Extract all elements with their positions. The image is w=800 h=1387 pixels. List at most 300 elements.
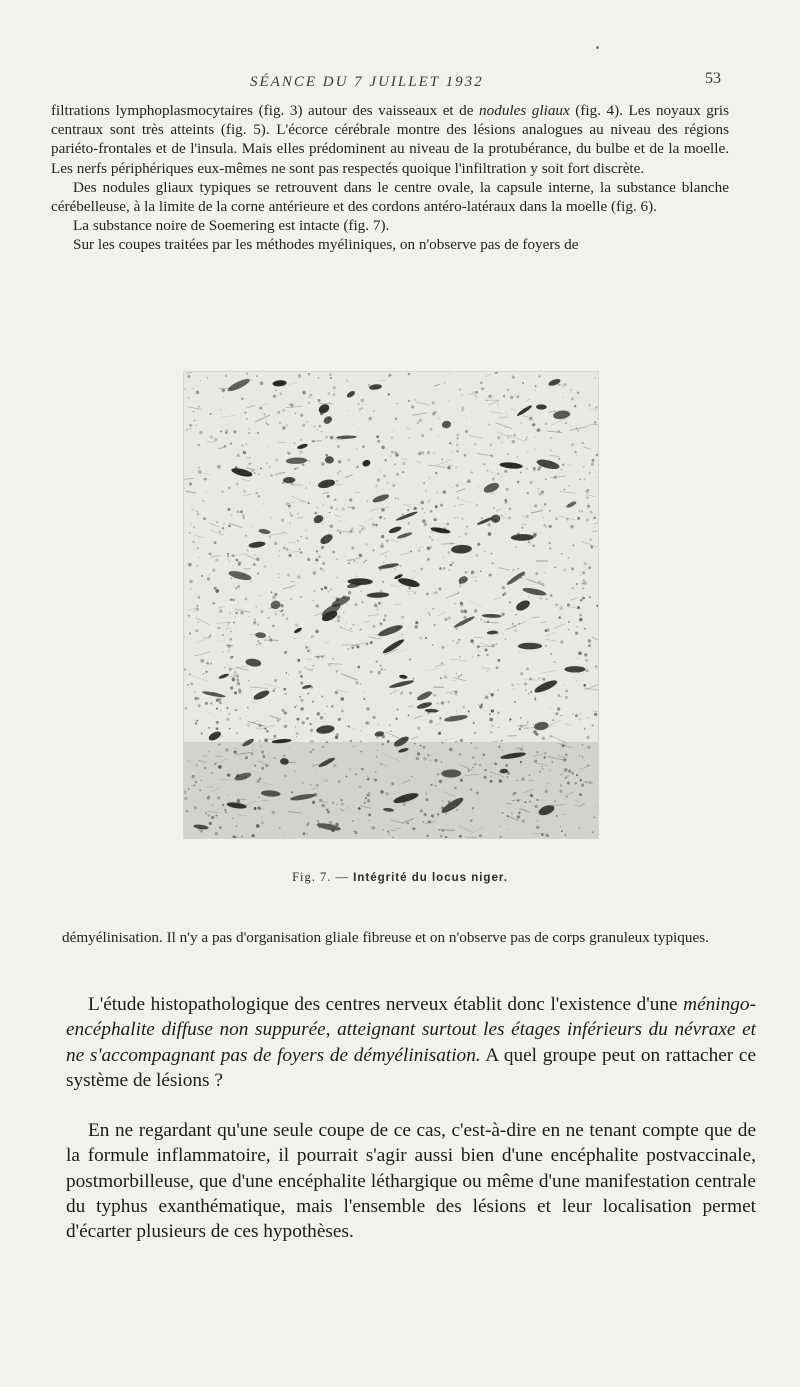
tissue-speck xyxy=(429,720,433,724)
tissue-speck xyxy=(385,555,387,557)
tissue-speck xyxy=(574,451,576,453)
tissue-speck xyxy=(230,598,233,601)
tissue-speck xyxy=(560,640,563,643)
tissue-speck xyxy=(271,517,273,519)
tissue-speck xyxy=(391,437,393,439)
tissue-speck xyxy=(428,612,430,614)
tissue-speck xyxy=(392,484,395,487)
tissue-speck xyxy=(320,716,324,720)
tissue-speck xyxy=(510,396,514,400)
tissue-speck xyxy=(441,458,443,460)
tissue-speck xyxy=(229,612,231,614)
tissue-speck xyxy=(365,543,368,546)
tissue-speck xyxy=(297,659,300,662)
tissue-speck xyxy=(283,688,286,691)
tissue-speck xyxy=(302,424,306,428)
tissue-speck xyxy=(337,472,339,474)
tissue-speck xyxy=(397,498,398,499)
tissue-speck xyxy=(248,616,249,617)
tissue-speck xyxy=(220,710,221,711)
tissue-speck xyxy=(550,735,553,738)
tissue-speck xyxy=(264,565,267,568)
tissue-speck xyxy=(266,730,269,733)
tissue-speck xyxy=(561,715,563,717)
tissue-speck xyxy=(480,381,483,384)
tissue-speck xyxy=(308,373,311,376)
tissue-speck xyxy=(522,382,524,384)
tissue-speck xyxy=(343,740,344,741)
tissue-speck xyxy=(384,459,386,461)
tissue-speck xyxy=(582,597,585,600)
tissue-speck xyxy=(588,566,591,569)
tissue-speck xyxy=(525,689,527,691)
tissue-speck xyxy=(315,558,318,561)
tissue-speck xyxy=(540,598,542,600)
tissue-speck xyxy=(389,724,391,726)
tissue-speck xyxy=(230,656,233,659)
tissue-speck xyxy=(184,707,187,710)
tissue-speck xyxy=(192,388,193,389)
tissue-speck xyxy=(321,695,323,697)
tissue-speck xyxy=(587,505,590,508)
text-segment: A quel groupe peut on rattacher ce système de lésions ? xyxy=(66,1044,757,1091)
tissue-speck xyxy=(386,539,389,542)
tissue-speck xyxy=(554,566,556,568)
tissue-speck xyxy=(502,594,504,596)
tissue-speck xyxy=(260,595,261,596)
tissue-speck xyxy=(562,386,564,388)
tissue-speck xyxy=(520,717,522,719)
tissue-speck xyxy=(308,402,310,404)
tissue-speck xyxy=(580,599,582,601)
tissue-speck xyxy=(280,392,283,395)
tissue-speck xyxy=(322,523,324,525)
tissue-speck xyxy=(568,629,569,630)
tissue-speck xyxy=(534,504,537,507)
tissue-speck xyxy=(361,399,365,403)
tissue-speck xyxy=(348,562,350,564)
tissue-speck xyxy=(196,391,198,393)
tissue-speck xyxy=(402,462,405,465)
tissue-speck xyxy=(206,662,209,665)
tissue-speck xyxy=(390,456,391,457)
tissue-speck xyxy=(498,727,499,728)
tissue-speck xyxy=(417,727,420,730)
tissue-speck xyxy=(197,697,200,700)
tissue-speck xyxy=(300,675,303,678)
tissue-speck xyxy=(570,389,572,391)
tissue-speck xyxy=(457,437,459,439)
tissue-speck xyxy=(314,512,317,515)
tissue-speck xyxy=(408,587,410,589)
tissue-speck xyxy=(408,594,409,595)
tissue-speck xyxy=(443,557,444,558)
tissue-speck xyxy=(517,481,520,484)
tissue-speck xyxy=(525,515,529,519)
tissue-speck xyxy=(300,439,302,441)
tissue-speck xyxy=(233,671,236,674)
tissue-speck xyxy=(278,577,279,578)
tissue-speck xyxy=(216,727,219,730)
tissue-speck xyxy=(196,720,198,722)
tissue-speck xyxy=(490,731,492,733)
tissue-speck xyxy=(590,539,592,541)
tissue-speck xyxy=(554,661,556,663)
tissue-speck xyxy=(384,518,386,520)
tissue-speck xyxy=(359,554,362,557)
tissue-speck xyxy=(329,524,333,528)
tissue-speck xyxy=(227,625,229,627)
tissue-speck xyxy=(321,413,323,415)
tissue-speck xyxy=(228,649,230,651)
tissue-speck xyxy=(516,395,519,398)
tissue-speck xyxy=(295,732,298,735)
tissue-speck xyxy=(200,380,201,381)
tissue-speck xyxy=(594,421,596,423)
tissue-speck xyxy=(513,688,514,689)
tissue-speck xyxy=(332,551,335,554)
tissue-speck xyxy=(189,532,191,534)
tissue-speck xyxy=(584,562,587,565)
tissue-speck xyxy=(440,677,442,679)
tissue-speck xyxy=(433,452,435,454)
tissue-speck xyxy=(491,693,494,696)
tissue-speck xyxy=(584,728,586,730)
tissue-speck xyxy=(191,509,193,511)
tissue-speck xyxy=(363,698,365,700)
tissue-speck xyxy=(576,455,577,456)
tissue-speck xyxy=(194,691,196,693)
tissue-speck xyxy=(234,691,237,694)
tissue-speck xyxy=(377,724,379,726)
tissue-speck xyxy=(448,551,451,554)
tissue-speck xyxy=(274,679,277,682)
tissue-speck xyxy=(233,430,236,433)
tissue-speck xyxy=(275,390,277,392)
tissue-speck xyxy=(381,446,384,449)
tissue-speck xyxy=(242,515,244,517)
tissue-speck xyxy=(308,502,310,504)
stained-cell xyxy=(518,643,542,650)
tissue-speck xyxy=(362,445,365,448)
tissue-speck xyxy=(550,449,552,451)
tissue-speck xyxy=(576,583,578,585)
tissue-speck xyxy=(296,467,299,470)
tissue-speck xyxy=(235,709,237,711)
tissue-speck xyxy=(444,618,447,621)
tissue-speck xyxy=(453,640,454,641)
tissue-speck xyxy=(571,397,574,400)
tissue-speck xyxy=(213,602,216,605)
tissue-speck xyxy=(324,586,327,589)
tissue-speck xyxy=(259,740,261,742)
figure-caption-text: Intégrité du locus niger. xyxy=(353,872,508,884)
tissue-speck xyxy=(515,546,517,548)
tissue-speck xyxy=(268,445,270,447)
tissue-speck xyxy=(562,396,563,397)
tissue-speck xyxy=(460,609,464,613)
tissue-speck xyxy=(370,671,373,674)
tissue-speck xyxy=(219,701,222,704)
tissue-speck xyxy=(432,412,435,415)
tissue-speck xyxy=(430,546,432,548)
tissue-speck xyxy=(331,705,334,708)
tissue-speck xyxy=(577,517,580,520)
tissue-speck xyxy=(489,713,491,715)
tissue-speck xyxy=(221,736,222,737)
tissue-speck xyxy=(250,581,251,582)
tissue-speck xyxy=(199,431,202,434)
tissue-speck xyxy=(198,471,201,474)
tissue-speck xyxy=(440,504,443,507)
tissue-speck xyxy=(336,480,338,482)
tissue-speck xyxy=(441,662,444,665)
tissue-speck xyxy=(470,639,473,642)
tissue-speck xyxy=(277,411,280,414)
tissue-speck xyxy=(279,550,280,551)
tissue-speck xyxy=(317,507,318,508)
tissue-speck xyxy=(347,410,348,411)
tissue-speck xyxy=(217,465,221,469)
tissue-speck xyxy=(435,591,438,594)
tissue-speck xyxy=(563,383,566,386)
tissue-speck xyxy=(377,671,381,675)
tissue-speck xyxy=(286,424,287,425)
tissue-speck xyxy=(588,639,592,643)
paragraph-coupes xyxy=(51,235,729,254)
tissue-speck xyxy=(571,443,574,446)
tissue-speck xyxy=(187,375,190,378)
tissue-speck xyxy=(550,437,552,439)
tissue-speck xyxy=(338,460,342,464)
tissue-speck xyxy=(275,613,277,615)
tissue-speck xyxy=(529,481,532,484)
tissue-speck xyxy=(226,707,228,709)
tissue-speck xyxy=(230,686,233,689)
tissue-speck xyxy=(555,518,557,520)
text-segment: Sur les coupes traitées par les méthodes myéliniques, on n'observe pas de foyers de xyxy=(73,236,579,254)
tissue-speck xyxy=(426,593,429,596)
tissue-speck xyxy=(203,660,205,662)
tissue-speck xyxy=(492,725,494,727)
tissue-speck xyxy=(559,606,562,609)
tissue-speck xyxy=(307,649,310,652)
tissue-speck xyxy=(444,675,447,678)
tissue-speck xyxy=(561,553,563,555)
tissue-speck xyxy=(590,511,593,514)
tissue-speck xyxy=(341,507,345,511)
tissue-speck xyxy=(243,451,246,454)
tissue-speck xyxy=(419,419,422,422)
tissue-speck xyxy=(535,733,538,736)
tissue-speck xyxy=(297,540,299,542)
tissue-speck xyxy=(579,618,582,621)
tissue-speck xyxy=(443,567,445,569)
tissue-speck xyxy=(421,451,424,454)
tissue-speck xyxy=(477,654,479,656)
tissue-speck xyxy=(306,717,309,720)
tissue-speck xyxy=(284,725,287,728)
tissue-speck xyxy=(196,425,198,427)
tissue-speck xyxy=(591,483,592,484)
tissue-speck xyxy=(546,526,547,527)
tissue-speck xyxy=(456,444,458,446)
tissue-speck xyxy=(220,409,222,411)
tissue-speck xyxy=(201,732,203,734)
tissue-speck xyxy=(450,564,452,566)
tissue-speck xyxy=(244,411,246,413)
tissue-speck xyxy=(552,719,554,721)
tissue-speck xyxy=(464,532,467,535)
tissue-speck xyxy=(595,665,598,668)
tissue-speck xyxy=(197,470,199,472)
tissue-speck xyxy=(466,417,467,418)
tissue-speck xyxy=(359,530,362,533)
tissue-speck xyxy=(339,470,341,472)
tissue-speck xyxy=(558,694,561,697)
tissue-speck xyxy=(279,556,280,557)
tissue-speck xyxy=(190,682,193,685)
tissue-speck xyxy=(560,696,561,697)
tissue-speck xyxy=(470,412,472,414)
tissue-speck xyxy=(284,651,287,654)
tissue-speck xyxy=(481,387,484,390)
tissue-speck xyxy=(530,691,532,693)
tissue-speck xyxy=(257,572,259,574)
tissue-speck xyxy=(238,689,241,692)
tissue-speck xyxy=(368,417,372,421)
tissue-speck xyxy=(263,413,265,415)
tissue-speck xyxy=(326,705,328,707)
tissue-speck xyxy=(195,722,197,724)
tissue-speck xyxy=(455,627,458,630)
tissue-speck xyxy=(583,466,585,468)
tissue-speck xyxy=(480,570,482,572)
tissue-speck xyxy=(336,670,339,673)
tissue-speck xyxy=(198,704,201,707)
tissue-speck xyxy=(438,587,441,590)
tissue-speck xyxy=(468,710,470,712)
tissue-speck xyxy=(366,707,369,710)
tissue-speck xyxy=(260,381,264,385)
tissue-speck xyxy=(437,703,439,705)
tissue-speck xyxy=(388,375,390,377)
top-text-block xyxy=(51,101,729,255)
tissue-speck xyxy=(508,516,511,519)
tissue-speck xyxy=(486,670,488,672)
tissue-fiber xyxy=(203,637,210,638)
tissue-speck xyxy=(372,549,374,551)
tissue-speck xyxy=(317,399,320,402)
stained-cell xyxy=(565,666,586,672)
tissue-speck xyxy=(377,440,380,443)
tissue-speck xyxy=(493,507,495,509)
tissue-speck xyxy=(279,422,281,424)
micrograph-figure xyxy=(183,371,599,839)
tissue-speck xyxy=(338,718,341,721)
tissue-speck xyxy=(297,718,300,721)
tissue-speck xyxy=(291,514,294,517)
text-segment: (fig. 4). Les noyaux gris centraux sont très atteints (fig. 5). L'écorce cérébrale montre des lésions analogues au niveau des régions pariéto-frontales et de l'insula. Mais elles prédominent au niveau de la protubérance, du bulbe et de la moelle. Les nerfs périphériques eux-mêmes ne sont pas respectés quoique l'infiltration y soit fort discrète. xyxy=(51,102,729,177)
tissue-speck xyxy=(327,495,330,498)
tissue-speck xyxy=(216,721,219,724)
running-title: SÉANCE DU 7 JUILLET 1932 xyxy=(250,74,484,90)
tissue-speck xyxy=(506,488,509,491)
tissue-speck xyxy=(509,507,512,510)
tissue-speck xyxy=(234,585,235,586)
dense-tissue-band xyxy=(184,742,598,838)
tissue-speck xyxy=(503,517,505,519)
tissue-speck xyxy=(402,471,404,473)
tissue-speck xyxy=(514,702,515,703)
tissue-speck xyxy=(323,504,324,505)
tissue-speck xyxy=(357,403,360,406)
tissue-speck xyxy=(439,717,441,719)
tissue-speck xyxy=(456,673,457,674)
tissue-speck xyxy=(227,559,228,560)
tissue-speck xyxy=(186,429,188,431)
tissue-speck xyxy=(555,603,558,606)
tissue-speck xyxy=(544,503,547,506)
tissue-speck xyxy=(201,575,203,577)
tissue-speck xyxy=(193,526,195,528)
tissue-speck xyxy=(477,543,480,546)
tissue-speck xyxy=(425,490,427,492)
tissue-speck xyxy=(332,658,333,659)
tissue-speck xyxy=(542,517,544,519)
tissue-speck xyxy=(532,481,533,482)
tissue-speck xyxy=(190,588,192,590)
tissue-speck xyxy=(461,406,464,409)
tissue-speck xyxy=(240,510,243,513)
tissue-speck xyxy=(450,373,451,374)
tissue-speck xyxy=(194,610,196,612)
tissue-speck xyxy=(478,486,479,487)
tissue-speck xyxy=(489,444,492,447)
tissue-speck xyxy=(558,616,561,619)
tissue-speck xyxy=(366,500,368,502)
tissue-speck xyxy=(237,601,238,602)
tissue-speck xyxy=(408,373,410,375)
tissue-speck xyxy=(579,479,580,480)
tissue-speck xyxy=(222,634,224,636)
tissue-speck xyxy=(503,395,505,397)
tissue-speck xyxy=(454,517,456,519)
tissue-speck xyxy=(378,602,381,605)
tissue-speck xyxy=(451,487,452,488)
tissue-speck xyxy=(526,667,529,670)
tissue-speck xyxy=(475,396,476,397)
tissue-speck xyxy=(219,531,221,533)
tissue-speck xyxy=(537,429,540,432)
tissue-speck xyxy=(194,420,196,422)
tissue-speck xyxy=(489,718,493,722)
tissue-speck xyxy=(305,646,308,649)
tissue-speck xyxy=(550,708,551,709)
tissue-speck xyxy=(380,470,381,471)
tissue-speck xyxy=(310,741,311,742)
tissue-speck xyxy=(527,492,529,494)
tissue-speck xyxy=(257,624,259,626)
tissue-speck xyxy=(307,693,309,695)
tissue-speck xyxy=(427,451,430,454)
tissue-speck xyxy=(232,677,236,681)
tissue-speck xyxy=(408,715,410,717)
tissue-speck xyxy=(274,542,277,545)
tissue-speck xyxy=(321,548,323,550)
tissue-speck xyxy=(546,628,550,632)
tissue-speck xyxy=(219,609,222,612)
